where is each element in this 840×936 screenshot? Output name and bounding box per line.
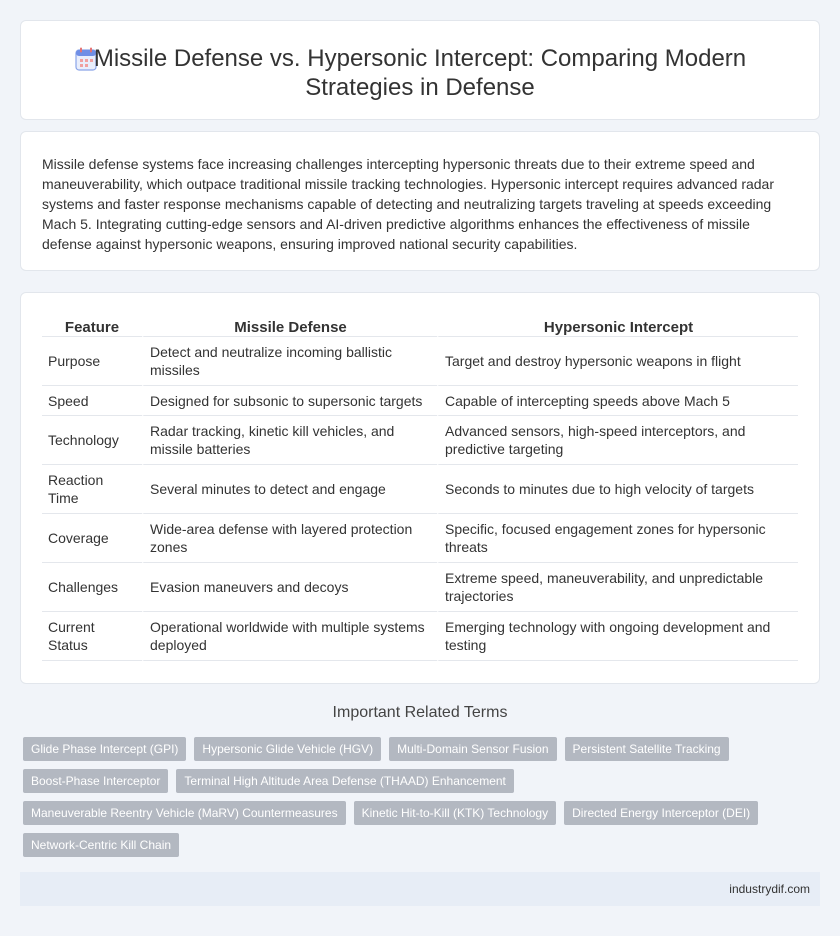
related-terms-heading: Important Related Terms: [332, 704, 508, 721]
table-row: [42, 563, 798, 612]
table-row: [42, 386, 798, 416]
table-row: [42, 337, 798, 386]
row-missile-defense: Wide-area defense with layered protection zones: [142, 514, 437, 563]
table-header-row: [42, 315, 798, 337]
row-feature: Current Status: [42, 612, 142, 661]
footer: [20, 872, 820, 906]
term-tag[interactable]: Persistent Satellite Tracking: [565, 737, 729, 761]
row-feature: Speed: [42, 386, 142, 416]
row-hypersonic-intercept: Target and destroy hypersonic weapons in flight: [437, 337, 798, 386]
header-card: [20, 20, 820, 120]
term-tag[interactable]: Glide Phase Intercept (GPI): [23, 737, 186, 761]
table-row: [42, 416, 798, 465]
term-tag[interactable]: Hypersonic Glide Vehicle (HGV): [194, 737, 381, 761]
row-hypersonic-intercept: Seconds to minutes due to high velocity of targets: [437, 465, 798, 514]
row-feature: Challenges: [42, 563, 142, 612]
row-hypersonic-intercept: Emerging technology with ongoing development and testing: [437, 612, 798, 661]
row-missile-defense: Detect and neutralize incoming ballistic missiles: [142, 337, 437, 386]
term-tag[interactable]: Boost-Phase Interceptor: [23, 769, 168, 793]
row-hypersonic-intercept: Advanced sensors, high-speed interceptors, and predictive targeting: [437, 416, 798, 465]
row-missile-defense: Evasion maneuvers and decoys: [142, 563, 437, 612]
header-feature: Feature: [42, 315, 142, 337]
row-missile-defense: Radar tracking, kinetic kill vehicles, and missile batteries: [142, 416, 437, 465]
page-title: Missile Defense vs. Hypersonic Intercept: Comparing Modern Strategies in Defense: [93, 45, 747, 101]
intro-card: [20, 131, 820, 271]
row-feature: Coverage: [42, 514, 142, 563]
term-tag[interactable]: Maneuverable Reentry Vehicle (MaRV) Countermeasures: [23, 801, 346, 825]
header-hypersonic-intercept: Hypersonic Intercept: [437, 315, 798, 337]
term-tag[interactable]: Network-Centric Kill Chain: [23, 833, 179, 857]
table-row: [42, 514, 798, 563]
row-hypersonic-intercept: Specific, focused engagement zones for hypersonic threats: [437, 514, 798, 563]
term-tag[interactable]: Directed Energy Interceptor (DEI): [564, 801, 758, 825]
table-row: [42, 612, 798, 661]
row-hypersonic-intercept: Capable of intercepting speeds above Mach 5: [437, 386, 798, 416]
table-row: [42, 465, 798, 514]
term-tag[interactable]: Terminal High Altitude Area Defense (THAAD) Enhancement: [176, 769, 514, 793]
related-terms-list: [23, 737, 803, 857]
term-tag[interactable]: Multi-Domain Sensor Fusion: [389, 737, 556, 761]
term-tag[interactable]: Kinetic Hit-to-Kill (KTK) Technology: [354, 801, 557, 825]
comparison-card: [20, 292, 820, 684]
row-missile-defense: Operational worldwide with multiple systems deployed: [142, 612, 437, 661]
header-missile-defense: Missile Defense: [142, 315, 437, 337]
comparison-table: [42, 315, 798, 661]
intro-paragraph: Missile defense systems face increasing challenges intercepting hypersonic threats due to their extreme speed and maneuverability, which outpace traditional missile tracking technologies. Hypersonic intercept requires advanced radar systems and faster response mechanisms capable of detecting and neutralizing targets traveling at speeds exceeding Mach 5. Integrating cutting-edge sensors and AI-driven predictive algorithms enhances the effectiveness of missile defense against hypersonic weapons, ensuring improved national security capabilities.: [42, 156, 775, 252]
row-missile-defense: Several minutes to detect and engage: [142, 465, 437, 514]
row-missile-defense: Designed for subsonic to supersonic targets: [142, 386, 437, 416]
footer-site-link[interactable]: industrydif.com: [729, 882, 810, 896]
row-feature: Purpose: [42, 337, 142, 386]
row-hypersonic-intercept: Extreme speed, maneuverability, and unpredictable trajectories: [437, 563, 798, 612]
row-feature: Technology: [42, 416, 142, 465]
row-feature: Reaction Time: [42, 465, 142, 514]
